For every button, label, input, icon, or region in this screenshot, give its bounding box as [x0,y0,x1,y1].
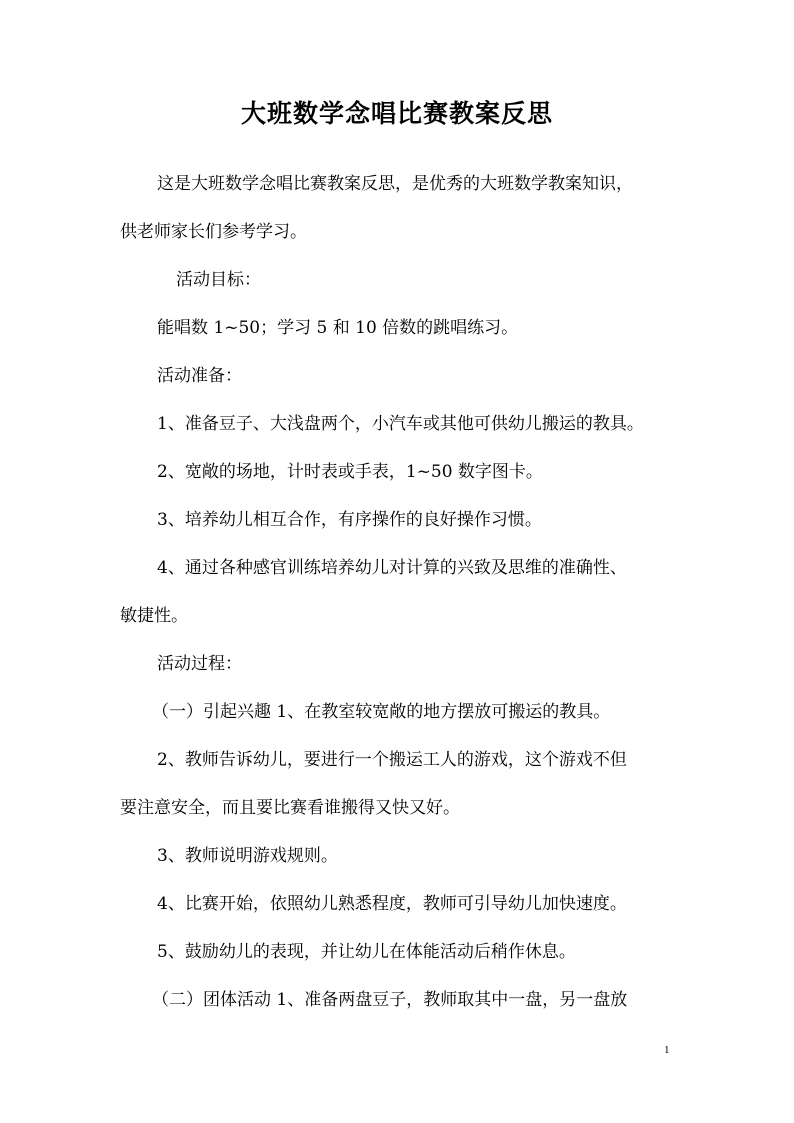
process-step-4: 4、比赛开始，依照幼儿熟悉程度，教师可引导幼儿加快速度。 [157,894,627,914]
process-step-2: 2、教师告诉幼儿，要进行一个搬运工人的游戏，这个游戏不但 [157,750,627,770]
process-step-5: 5、鼓励幼儿的表现，并让幼儿在体能活动后稍作休息。 [157,942,576,962]
section-heading-process: 活动过程： [157,654,242,674]
process-step-intro: （一）引起兴趣 1、在教室较宽敞的地方摆放可搬运的教具。 [152,702,611,722]
process-step-3: 3、教师说明游戏规则。 [157,846,338,866]
section-heading-preparation: 活动准备： [157,366,242,386]
list-item-prep-4-continued: 敏捷性。 [120,606,188,626]
list-item-prep-4: 4、通过各种感官训练培养幼儿对计算的兴致及思维的准确性、 [157,558,627,578]
paragraph-line-4: 能唱数 1~50；学习 5 和 10 倍数的跳唱练习。 [157,318,519,338]
section-heading-goals: 活动目标： [176,270,261,290]
list-item-prep-3: 3、培养幼儿相互合作，有序操作的良好操作习惯。 [157,510,542,530]
paragraph-line-1: 这是大班数学念唱比赛教案反思，是优秀的大班数学教案知识， [157,174,633,194]
page-number: 1 [664,1044,670,1056]
process-step-2-continued: 要注意安全，而且要比赛看谁搬得又快又好。 [120,798,460,818]
document-title: 大班数学念唱比赛教案反思 [240,99,553,128]
paragraph-line-2: 供老师家长们参考学习。 [120,222,307,242]
process-group-activity: （二）团体活动 1、准备两盘豆子，教师取其中一盘，另一盘放 [152,990,628,1010]
list-item-prep-2: 2、宽敞的场地，计时表或手表，1~50 数字图卡。 [157,462,543,482]
list-item-prep-1: 1、准备豆子、大浅盘两个，小汽车或其他可供幼儿搬运的教具。 [157,414,644,434]
